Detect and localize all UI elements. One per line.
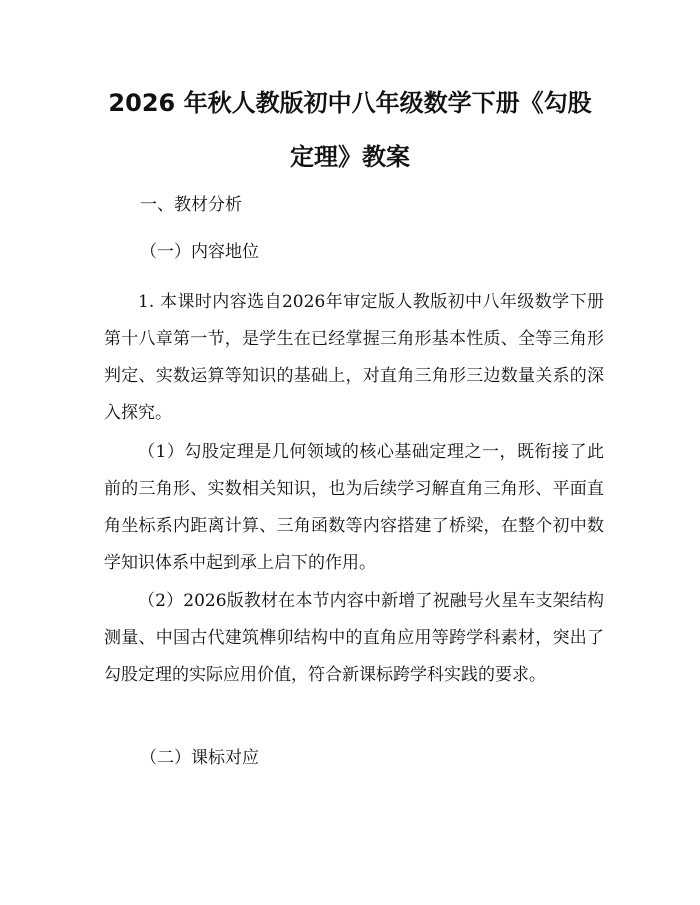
subsection-heading-curriculum-standards: （二）课标对应 — [140, 748, 259, 768]
document-title — [98, 76, 602, 184]
document-title-line-1: 2026 年秋人教版初中八年级数学下册《勾股 — [108, 89, 592, 117]
paragraph-new-materials: （2）2026版教材在本节内容中新增了祝融号火星车支架结构测量、中国古代建筑榫卯结构中的直角应用等跨学科素材，突出了勾股定理的实际应用价值，符合新课标跨学科实践的要求。 — [104, 591, 604, 685]
paragraph-lesson-source: 1. 本课时内容选自2026年审定版人教版初中八年级数学下册第十八章第一节，是学生在已经掌握三角形基本性质、全等三角形判定、实数运算等知识的基础上，对直角三角形三边数量关系的深入探究。 — [104, 292, 604, 423]
document-title-line-2: 定理》教案 — [290, 143, 410, 171]
subsection-heading-content-position: （一）内容地位 — [140, 242, 259, 262]
paragraph-theorem-role: （1）勾股定理是几何领域的核心基础定理之一，既衔接了此前的三角形、实数相关知识，也为后续学习解直角三角形、平面直角坐标系内距离计算、三角函数等内容搭建了桥梁，在整个初中数学知识体系中起到承上启下的作用。 — [104, 442, 604, 573]
section-heading-textbook-analysis: 一、教材分析 — [140, 195, 242, 215]
